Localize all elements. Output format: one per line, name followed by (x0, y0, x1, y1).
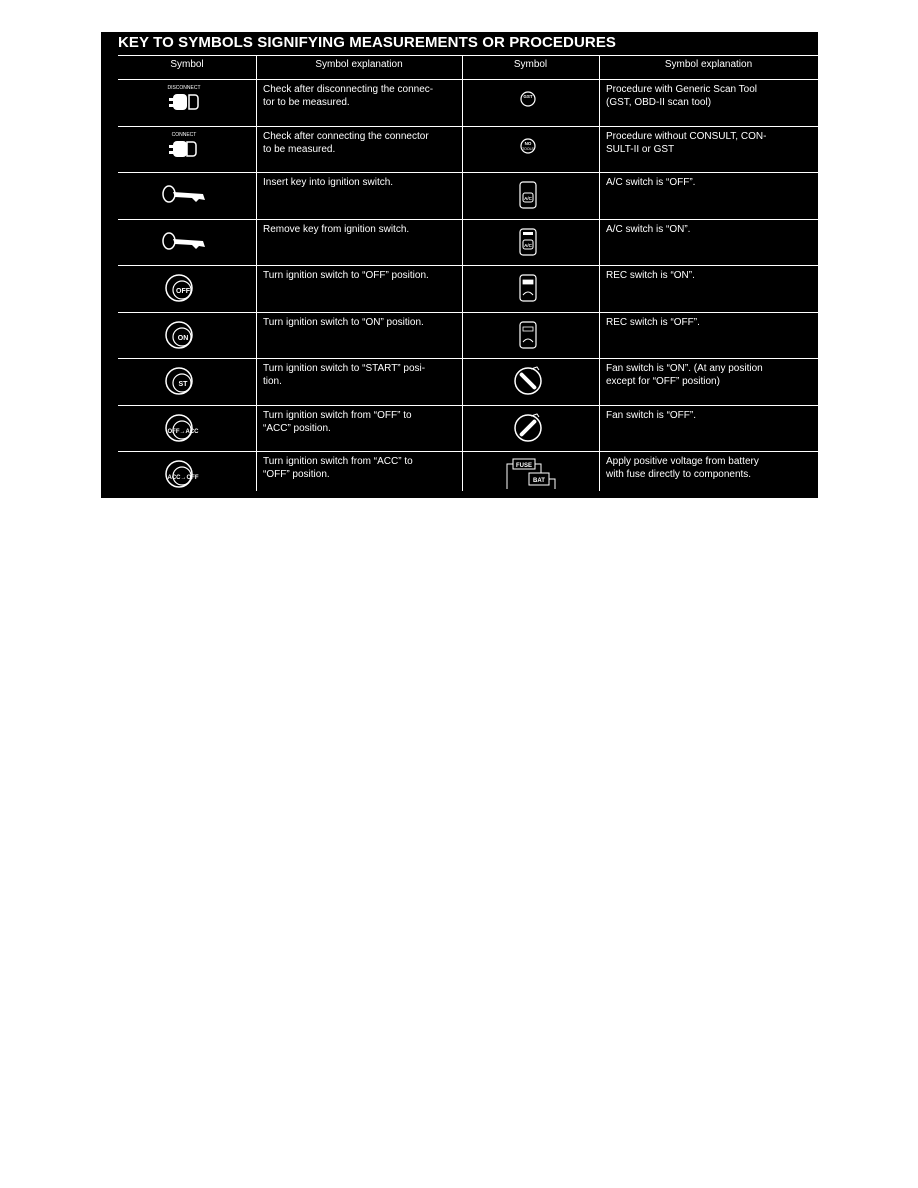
ignition-off-to-acc-icon (159, 409, 215, 452)
rec-switch-off-icon-graphic (503, 316, 559, 354)
svg-text:A/C: A/C (523, 242, 532, 248)
row-rule (118, 498, 818, 500)
no-tools-icon (503, 130, 559, 173)
column-divider (256, 55, 257, 491)
svg-text:NO: NO (524, 140, 531, 146)
ac-switch-on-icon (503, 223, 559, 266)
fan-switch-on-icon (503, 362, 559, 405)
explanation-line: Apply positive voltage from battery (606, 456, 759, 467)
column-divider (599, 55, 600, 491)
row-rule (118, 219, 818, 220)
explanation-line: Fan switch is “OFF”. (606, 409, 697, 421)
symbol-explanation-left (263, 269, 429, 282)
rec-switch-on-icon (503, 269, 559, 312)
fan-switch-on-icon-graphic (503, 362, 559, 400)
symbol-explanation-right (606, 130, 766, 156)
row-rule (118, 265, 818, 266)
svg-text:BAT: BAT (532, 478, 545, 484)
fan-switch-off-icon-graphic (503, 409, 559, 447)
symbol-explanation-right (606, 176, 695, 189)
disconnect-connector-icon-graphic (159, 83, 215, 121)
ignition-off-icon (159, 269, 215, 312)
fuse-battery-icon (503, 455, 559, 498)
row-rule (118, 451, 818, 452)
ignition-on-icon-graphic (159, 316, 215, 354)
svg-text:A/C: A/C (523, 196, 532, 201)
explanation-line: Remove key from ignition switch. (263, 223, 410, 235)
symbol-explanation-left (263, 455, 413, 481)
svg-text:GST: GST (522, 94, 533, 99)
header-explanation-2: Symbol explanation (664, 59, 753, 70)
explanation-line: A/C switch is “ON”. (606, 223, 691, 235)
explanation-line: Turn ignition switch to “OFF” position. (263, 270, 429, 281)
symbol-table (118, 55, 818, 491)
insert-key-icon-graphic (159, 176, 215, 214)
column-divider (462, 55, 463, 491)
symbol-explanation-right (606, 316, 700, 329)
explanation-line: Fan switch is “ON”. (At any position (606, 363, 763, 374)
remove-key-icon (159, 223, 215, 266)
svg-text:OFF: OFF (176, 288, 190, 295)
explanation-line: Turn ignition switch to “START” posi- (263, 363, 426, 374)
ignition-acc-to-off-icon-graphic (159, 455, 215, 493)
explanation-line: Turn ignition switch from “OFF” to (263, 409, 412, 421)
explanation-line: Procedure with Generic Scan Tool (606, 84, 758, 95)
explanation-line: Turn ignition switch to “ON” position. (263, 316, 424, 328)
ignition-acc-to-off-icon (159, 455, 215, 498)
row-rule (118, 172, 818, 173)
ignition-on-icon (159, 316, 215, 359)
header-symbol-2: Symbol (513, 59, 548, 70)
generic-scan-tool-icon (503, 83, 559, 126)
header-explanation-1: Symbol explanation (315, 59, 403, 70)
row-rule (118, 358, 818, 359)
symbol-explanation-left (263, 362, 425, 388)
svg-text:FUSE: FUSE (515, 463, 532, 469)
explanation-line: SULT-II or GST (606, 143, 675, 155)
explanation-line: tor to be measured. (263, 97, 350, 108)
disconnect-connector-icon (159, 83, 215, 126)
explanation-line: Check after connecting the connector (263, 130, 429, 142)
fan-switch-off-icon (503, 409, 559, 452)
ignition-off-icon-graphic (159, 269, 215, 307)
row-rule (118, 405, 818, 406)
generic-scan-tool-icon-graphic (503, 83, 559, 121)
svg-text:DISCONNECT: DISCONNECT (167, 85, 201, 91)
svg-text:TOOLS: TOOLS (521, 146, 534, 151)
explanation-line: with fuse directly to components. (606, 469, 752, 480)
explanation-line: REC switch is “OFF”. (606, 316, 700, 328)
no-tools-icon-graphic (503, 130, 559, 168)
svg-text:CONNECT: CONNECT (171, 131, 197, 138)
explanation-line: Check after disconnecting the connec- (263, 84, 434, 95)
symbol-key-panel (101, 32, 818, 498)
symbol-explanation-right (606, 362, 763, 388)
explanation-line: A/C switch is “OFF”. (606, 177, 696, 188)
fuse-battery-icon-graphic (503, 455, 559, 493)
ac-switch-off-icon (503, 176, 559, 219)
header-rule (118, 79, 818, 80)
explanation-line: except for “OFF” position) (606, 376, 720, 387)
row-rule (118, 126, 818, 127)
explanation-line: Turn ignition switch from “ACC” to (263, 456, 413, 467)
symbol-explanation-left (263, 83, 433, 109)
explanation-line: Insert key into ignition switch. (263, 177, 394, 188)
symbol-explanation-right (606, 409, 696, 422)
symbol-explanation-right (606, 455, 759, 481)
explanation-line: REC switch is “ON”. (606, 270, 695, 281)
ac-switch-off-icon-graphic (503, 176, 559, 214)
symbol-explanation-left (263, 316, 424, 329)
symbol-explanation-right (606, 269, 695, 282)
ignition-start-icon-graphic (159, 362, 215, 400)
remove-key-icon-graphic (159, 223, 215, 261)
explanation-line: Procedure without CONSULT, CON- (606, 130, 767, 142)
explanation-line: (GST, OBD-II scan tool) (606, 97, 712, 108)
insert-key-icon (159, 176, 215, 219)
symbol-explanation-left (263, 409, 412, 435)
symbol-explanation-right (606, 83, 757, 109)
ignition-start-icon (159, 362, 215, 405)
svg-text:ST: ST (178, 381, 188, 388)
explanation-line: “OFF” position. (263, 469, 330, 480)
symbol-explanation-left (263, 223, 409, 236)
symbol-explanation-left (263, 130, 429, 156)
header-symbol-1: Symbol (170, 59, 204, 70)
panel-title: KEY TO SYMBOLS SIGNIFYING MEASUREMENTS OR PROCEDURES (118, 34, 617, 51)
connect-connector-icon (159, 130, 215, 173)
explanation-line: “ACC” position. (263, 422, 331, 434)
rec-switch-on-icon-graphic (503, 269, 559, 307)
symbol-explanation-right (606, 223, 690, 236)
ignition-off-to-acc-icon-graphic (159, 409, 215, 447)
svg-text:ACC→OFF: ACC→OFF (167, 475, 199, 481)
explanation-line: to be measured. (263, 143, 336, 155)
svg-text:ON: ON (177, 334, 189, 342)
ac-switch-on-icon-graphic (503, 223, 559, 261)
row-rule (118, 312, 818, 313)
symbol-explanation-left (263, 176, 393, 189)
explanation-line: tion. (263, 376, 282, 387)
connect-connector-icon-graphic (159, 130, 215, 168)
svg-text:OFF→ACC: OFF→ACC (167, 428, 199, 435)
rec-switch-off-icon (503, 316, 559, 359)
